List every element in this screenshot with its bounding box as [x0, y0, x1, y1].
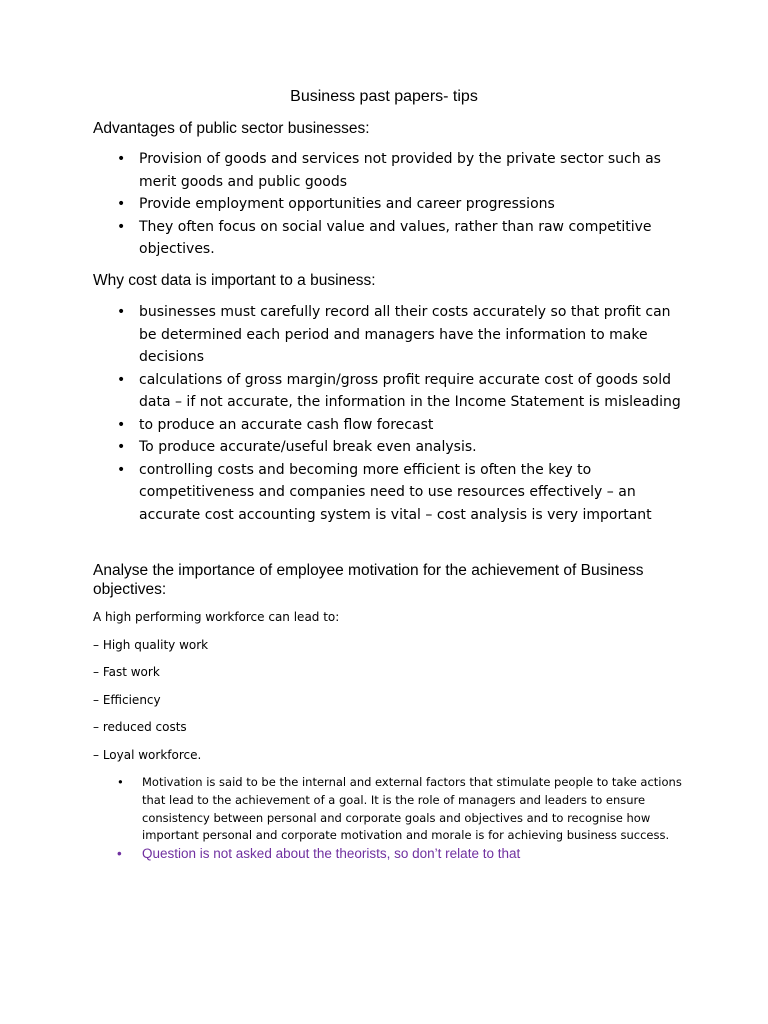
- list-item: • Provision of goods and services not provided by the private sector such as merit goods and public goods: [93, 148, 683, 193]
- theorists-remark: • Question is not asked about the theorists, so don’t relate to that: [117, 846, 521, 862]
- list-item: • controlling costs and becoming more efficient is often the key to competitiveness and companies need to use resources effectively – an accurate cost accounting system is vital – cost analysis is very important: [93, 459, 683, 527]
- list-item: • to produce an accurate cash flow forecast: [93, 414, 683, 437]
- bullet-icon: •: [117, 196, 126, 212]
- bullet-icon: •: [117, 304, 126, 320]
- list-item: • Motivation is said to be the internal and external factors that stimulate people to take actions that lead to the achievement of a goal. It is the role of managers and leaders to ensure consistency between personal and corporate goals and objectives and to recognise how important personal and corporate motivation and morale is for achieving business success.: [117, 775, 682, 843]
- workforce-benefit: – Loyal workforce.: [93, 748, 202, 762]
- list-item: • To produce accurate/useful break even analysis.: [93, 436, 683, 459]
- workforce-benefit: – reduced costs: [93, 720, 187, 734]
- list-item: • businesses must carefully record all their costs accurately so that profit can be determined each period and managers have the information to make decisions: [93, 301, 683, 369]
- list-item: • calculations of gross margin/gross profit require accurate cost of goods sold data – if not accurate, the information in the Income Statement is misleading: [93, 369, 683, 414]
- bullet-icon: •: [117, 151, 126, 167]
- workforce-benefit: – Efficiency: [93, 693, 161, 707]
- workforce-benefit: – High quality work: [93, 638, 209, 652]
- bullet-icon: •: [117, 439, 126, 455]
- section-heading-cost-data: Why cost data is important to a business:: [93, 272, 376, 289]
- section-heading-employee-motivation: Analyse the importance of employee motivation for the achievement of Business objectives:: [93, 562, 644, 598]
- public-sector-advantages-list: [93, 148, 683, 261]
- bullet-icon: •: [117, 461, 126, 478]
- workforce-intro: A high performing workforce can lead to:: [93, 610, 340, 624]
- list-item: • They often focus on social value and values, rather than raw competitive objectives.: [93, 216, 683, 261]
- bullet-icon: •: [117, 218, 126, 235]
- bullet-icon: •: [117, 371, 126, 388]
- section-heading-public-sector: Advantages of public sector businesses:: [93, 120, 370, 137]
- motivation-notes-list: [93, 774, 683, 863]
- bullet-icon: •: [117, 416, 126, 433]
- list-item: • Provide employment opportunities and career progressions: [93, 193, 683, 216]
- workforce-benefit: – Fast work: [93, 665, 160, 679]
- bullet-icon: •: [117, 775, 124, 789]
- bullet-icon: •: [117, 846, 122, 862]
- document-title: Business past papers- tips: [290, 88, 478, 105]
- cost-data-reasons-list: [93, 301, 683, 526]
